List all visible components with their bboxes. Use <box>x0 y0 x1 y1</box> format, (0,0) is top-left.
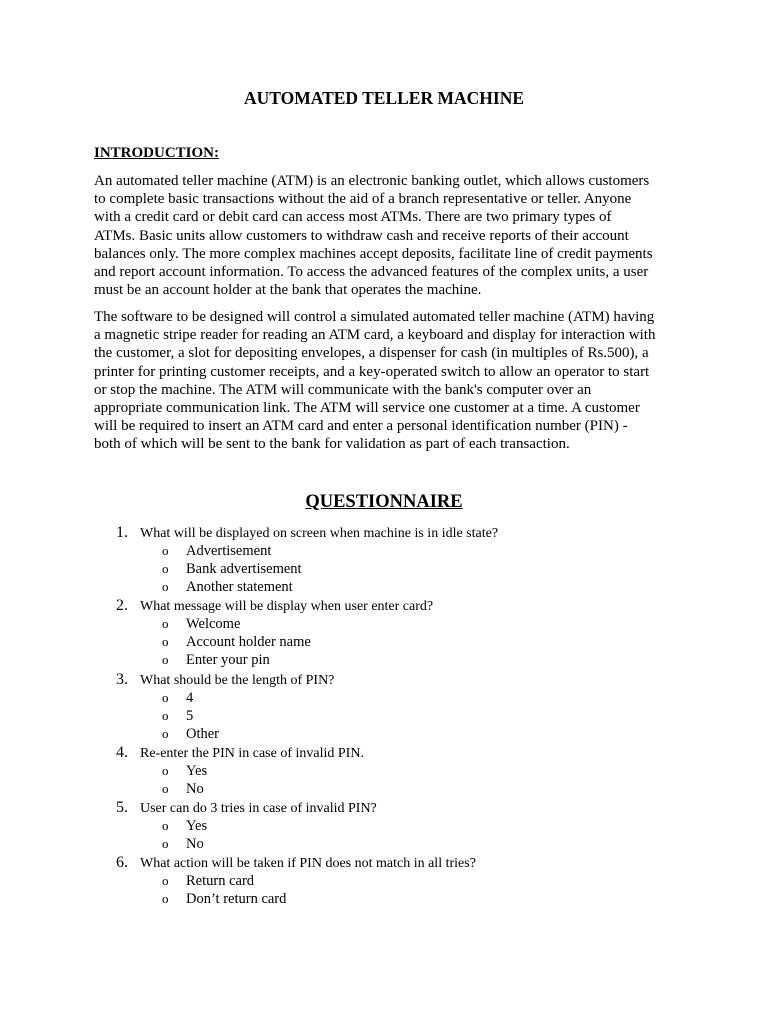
paragraph-line: or stop the machine. The ATM will communicate with the bank's computer over an <box>94 381 592 398</box>
introduction-paragraph-2 <box>94 308 694 454</box>
option-text: No <box>186 780 204 797</box>
bullet-icon: o <box>162 579 169 595</box>
answer-option <box>0 707 768 725</box>
bullet-icon: o <box>162 616 169 632</box>
paragraph-line: appropriate communication link. The ATM will service one customer at a time. A customer <box>94 399 640 416</box>
answer-option <box>0 872 768 890</box>
bullet-icon: o <box>162 634 169 650</box>
option-text: 4 <box>186 689 194 706</box>
paragraph-line: printer for printing customer receipts, and a key-operated switch to allow an operator to start <box>94 363 650 380</box>
question-item <box>0 853 768 872</box>
option-text: Advertisement <box>186 543 272 559</box>
bullet-icon: o <box>162 780 169 796</box>
paragraph-line: must be an account holder at the bank that operates the machine. <box>94 282 482 299</box>
question-number: 1. <box>116 524 128 541</box>
answer-option <box>0 689 768 707</box>
option-text: Other <box>186 725 220 742</box>
option-text: Another statement <box>186 579 293 596</box>
option-text: 5 <box>186 707 194 724</box>
option-text: Return card <box>186 873 255 890</box>
question-text: User can do 3 tries in case of invalid PIN? <box>140 801 377 817</box>
answer-option <box>0 651 768 669</box>
paragraph-line: the customer, a slot for depositing envelopes, a dispenser for cash (in multiples of Rs.500), a <box>94 345 649 362</box>
bullet-icon: o <box>162 652 169 668</box>
questionnaire-heading: QUESTIONNAIRE <box>305 492 463 512</box>
question-item <box>0 523 768 542</box>
question-number: 6. <box>116 854 128 872</box>
answer-option <box>0 542 768 560</box>
bullet-icon: o <box>162 891 169 907</box>
question-item <box>0 670 768 689</box>
bullet-icon: o <box>162 836 169 852</box>
paragraph-line: balances only. The more complex machines accept deposits, facilitate line of credit payments <box>94 245 653 262</box>
question-number: 5. <box>116 799 128 817</box>
answer-option <box>0 578 768 596</box>
paragraph-line: will be required to insert an ATM card and enter a personal identification number (PIN) - <box>94 418 628 435</box>
bullet-icon: o <box>162 725 169 741</box>
question-text: What action will be taken if PIN does not match in all tries? <box>140 856 476 872</box>
question-number: 3. <box>116 670 128 688</box>
paragraph-line: a magnetic stripe reader for reading an ATM card, a keyboard and display for interaction with <box>94 327 656 344</box>
answer-option <box>0 890 768 908</box>
answer-option <box>0 780 768 798</box>
document-title: AUTOMATED TELLER MACHINE <box>243 88 525 108</box>
question-number: 2. <box>116 597 128 615</box>
paragraph-line: The software to be designed will control a simulated automated teller machine (ATM) having <box>94 309 655 325</box>
answer-option <box>0 633 768 651</box>
bullet-icon: o <box>162 689 169 705</box>
question-text: Re-enter the PIN in case of invalid PIN. <box>140 745 364 761</box>
option-text: Account holder name <box>186 634 311 651</box>
question-item <box>0 743 768 762</box>
question-item <box>0 596 768 615</box>
bullet-icon: o <box>162 543 169 558</box>
answer-option <box>0 725 768 743</box>
paragraph-line: ATMs. Basic units allow customers to withdraw cash and receive reports of their account <box>94 227 629 244</box>
option-text: Don’t return card <box>186 891 287 908</box>
option-text: Welcome <box>186 616 241 633</box>
question-list <box>0 523 768 908</box>
introduction-heading: INTRODUCTION: <box>94 145 220 161</box>
paragraph-line: with a credit card or debit card can access most ATMs. There are two primary types of <box>94 209 612 226</box>
option-text: Yes <box>186 762 208 779</box>
bullet-icon: o <box>162 873 169 889</box>
bullet-icon: o <box>162 707 169 723</box>
question-text: What should be the length of PIN? <box>140 672 335 688</box>
bullet-icon: o <box>162 818 169 834</box>
bullet-icon: o <box>162 561 169 577</box>
question-number: 4. <box>116 743 128 761</box>
answer-option <box>0 560 768 578</box>
answer-option <box>0 615 768 633</box>
question-text: What will be displayed on screen when machine is in idle state? <box>140 526 499 541</box>
option-text: Enter your pin <box>186 652 270 669</box>
question-item <box>0 798 768 817</box>
question-text: What message will be display when user enter card? <box>140 599 434 615</box>
paragraph-line: to complete basic transactions without the aid of a branch representative or teller. Anyone <box>94 191 632 208</box>
answer-option <box>0 762 768 780</box>
answer-option <box>0 835 768 853</box>
option-text: Bank advertisement <box>186 561 302 578</box>
introduction-paragraph-1 <box>94 172 694 299</box>
bullet-icon: o <box>162 762 169 778</box>
option-text: No <box>186 836 204 853</box>
answer-option <box>0 817 768 835</box>
paragraph-line: An automated teller machine (ATM) is an electronic banking outlet, which allows customers <box>94 173 650 189</box>
option-text: Yes <box>186 818 208 835</box>
paragraph-line: both of which will be sent to the bank for validation as part of each transaction. <box>94 436 570 453</box>
paragraph-line: and report account information. To access the advanced features of the complex units, a user <box>94 263 649 280</box>
